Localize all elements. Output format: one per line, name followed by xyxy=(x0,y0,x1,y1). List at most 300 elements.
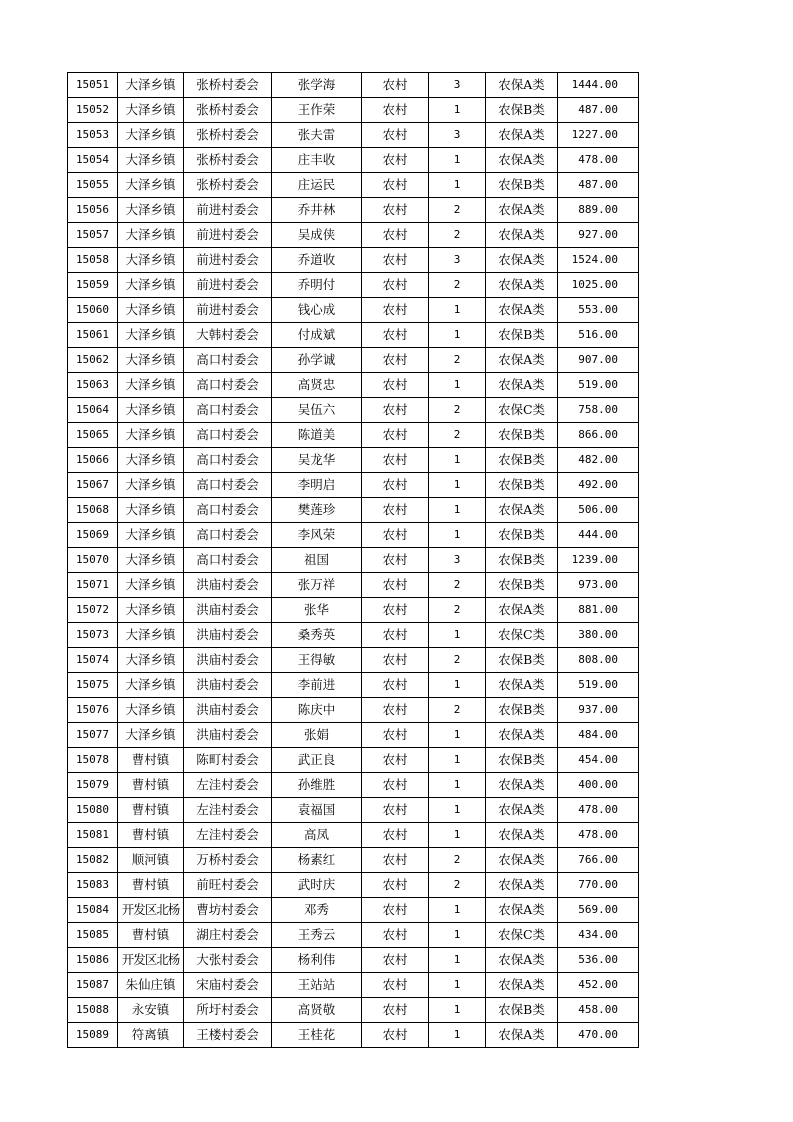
amount-cell: 808.00 xyxy=(558,648,639,673)
residence-type-cell: 农村 xyxy=(362,973,429,998)
record-id-cell: 15055 xyxy=(68,173,118,198)
household-size-cell: 3 xyxy=(429,123,486,148)
amount-cell: 484.00 xyxy=(558,723,639,748)
village-committee-cell: 洪庙村委会 xyxy=(184,623,272,648)
town-cell: 大泽乡镇 xyxy=(118,298,184,323)
record-id-cell: 15068 xyxy=(68,498,118,523)
town-cell: 曹村镇 xyxy=(118,923,184,948)
amount-cell: 519.00 xyxy=(558,373,639,398)
person-name-cell: 王作荣 xyxy=(272,98,362,123)
table-row xyxy=(68,823,639,848)
table-row xyxy=(68,148,639,173)
table-row xyxy=(68,898,639,923)
household-size-cell: 1 xyxy=(429,748,486,773)
person-name-cell: 吴成侠 xyxy=(272,223,362,248)
village-committee-cell: 洪庙村委会 xyxy=(184,673,272,698)
village-committee-cell: 湖庄村委会 xyxy=(184,923,272,948)
village-committee-cell: 前进村委会 xyxy=(184,298,272,323)
household-size-cell: 2 xyxy=(429,423,486,448)
person-name-cell: 邓秀 xyxy=(272,898,362,923)
table-row xyxy=(68,798,639,823)
insurance-category-cell: 农保B类 xyxy=(486,748,558,773)
amount-cell: 937.00 xyxy=(558,698,639,723)
amount-cell: 400.00 xyxy=(558,773,639,798)
residence-type-cell: 农村 xyxy=(362,398,429,423)
household-size-cell: 1 xyxy=(429,448,486,473)
records-table xyxy=(67,72,639,1048)
household-size-cell: 1 xyxy=(429,998,486,1023)
record-id-cell: 15069 xyxy=(68,523,118,548)
person-name-cell: 李风荣 xyxy=(272,523,362,548)
amount-cell: 454.00 xyxy=(558,748,639,773)
person-name-cell: 高贤忠 xyxy=(272,373,362,398)
table-row xyxy=(68,323,639,348)
record-id-cell: 15058 xyxy=(68,248,118,273)
residence-type-cell: 农村 xyxy=(362,923,429,948)
household-size-cell: 1 xyxy=(429,923,486,948)
person-name-cell: 王站站 xyxy=(272,973,362,998)
household-size-cell: 1 xyxy=(429,148,486,173)
insurance-category-cell: 农保A类 xyxy=(486,373,558,398)
residence-type-cell: 农村 xyxy=(362,273,429,298)
table-row xyxy=(68,598,639,623)
residence-type-cell: 农村 xyxy=(362,323,429,348)
record-id-cell: 15082 xyxy=(68,848,118,873)
village-committee-cell: 洪庙村委会 xyxy=(184,598,272,623)
record-id-cell: 15077 xyxy=(68,723,118,748)
amount-cell: 770.00 xyxy=(558,873,639,898)
insurance-category-cell: 农保A类 xyxy=(486,973,558,998)
village-committee-cell: 高口村委会 xyxy=(184,373,272,398)
table-row xyxy=(68,673,639,698)
village-committee-cell: 前进村委会 xyxy=(184,198,272,223)
insurance-category-cell: 农保A类 xyxy=(486,673,558,698)
insurance-category-cell: 农保B类 xyxy=(486,98,558,123)
person-name-cell: 高贤敬 xyxy=(272,998,362,1023)
residence-type-cell: 农村 xyxy=(362,623,429,648)
person-name-cell: 吴龙华 xyxy=(272,448,362,473)
amount-cell: 866.00 xyxy=(558,423,639,448)
record-id-cell: 15061 xyxy=(68,323,118,348)
residence-type-cell: 农村 xyxy=(362,748,429,773)
record-id-cell: 15087 xyxy=(68,973,118,998)
residence-type-cell: 农村 xyxy=(362,573,429,598)
person-name-cell: 高凤 xyxy=(272,823,362,848)
amount-cell: 973.00 xyxy=(558,573,639,598)
record-id-cell: 15071 xyxy=(68,573,118,598)
person-name-cell: 武时庆 xyxy=(272,873,362,898)
insurance-category-cell: 农保A类 xyxy=(486,498,558,523)
village-committee-cell: 前旺村委会 xyxy=(184,873,272,898)
person-name-cell: 张华 xyxy=(272,598,362,623)
person-name-cell: 乔道收 xyxy=(272,248,362,273)
insurance-category-cell: 农保A类 xyxy=(486,1023,558,1048)
town-cell: 大泽乡镇 xyxy=(118,423,184,448)
insurance-category-cell: 农保A类 xyxy=(486,823,558,848)
amount-cell: 478.00 xyxy=(558,798,639,823)
person-name-cell: 李明启 xyxy=(272,473,362,498)
town-cell: 大泽乡镇 xyxy=(118,473,184,498)
residence-type-cell: 农村 xyxy=(362,773,429,798)
residence-type-cell: 农村 xyxy=(362,73,429,98)
record-id-cell: 15065 xyxy=(68,423,118,448)
insurance-category-cell: 农保A类 xyxy=(486,848,558,873)
record-id-cell: 15051 xyxy=(68,73,118,98)
amount-cell: 516.00 xyxy=(558,323,639,348)
residence-type-cell: 农村 xyxy=(362,448,429,473)
village-committee-cell: 左洼村委会 xyxy=(184,823,272,848)
town-cell: 大泽乡镇 xyxy=(118,398,184,423)
amount-cell: 1524.00 xyxy=(558,248,639,273)
amount-cell: 478.00 xyxy=(558,148,639,173)
residence-type-cell: 农村 xyxy=(362,423,429,448)
village-committee-cell: 大张村委会 xyxy=(184,948,272,973)
person-name-cell: 杨素红 xyxy=(272,848,362,873)
person-name-cell: 陈庆中 xyxy=(272,698,362,723)
insurance-category-cell: 农保A类 xyxy=(486,123,558,148)
record-id-cell: 15054 xyxy=(68,148,118,173)
amount-cell: 487.00 xyxy=(558,98,639,123)
person-name-cell: 钱心成 xyxy=(272,298,362,323)
household-size-cell: 3 xyxy=(429,248,486,273)
town-cell: 大泽乡镇 xyxy=(118,173,184,198)
town-cell: 大泽乡镇 xyxy=(118,698,184,723)
town-cell: 大泽乡镇 xyxy=(118,198,184,223)
table-row xyxy=(68,698,639,723)
insurance-category-cell: 农保C类 xyxy=(486,923,558,948)
residence-type-cell: 农村 xyxy=(362,348,429,373)
town-cell: 大泽乡镇 xyxy=(118,98,184,123)
town-cell: 大泽乡镇 xyxy=(118,73,184,98)
amount-cell: 1239.00 xyxy=(558,548,639,573)
village-committee-cell: 前进村委会 xyxy=(184,273,272,298)
record-id-cell: 15085 xyxy=(68,923,118,948)
person-name-cell: 孙学诚 xyxy=(272,348,362,373)
household-size-cell: 2 xyxy=(429,573,486,598)
table-row xyxy=(68,273,639,298)
insurance-category-cell: 农保A类 xyxy=(486,298,558,323)
insurance-category-cell: 农保C类 xyxy=(486,623,558,648)
table-row xyxy=(68,723,639,748)
town-cell: 大泽乡镇 xyxy=(118,498,184,523)
town-cell: 曹村镇 xyxy=(118,748,184,773)
town-cell: 曹村镇 xyxy=(118,823,184,848)
residence-type-cell: 农村 xyxy=(362,473,429,498)
amount-cell: 470.00 xyxy=(558,1023,639,1048)
record-id-cell: 15088 xyxy=(68,998,118,1023)
amount-cell: 758.00 xyxy=(558,398,639,423)
record-id-cell: 15078 xyxy=(68,748,118,773)
village-committee-cell: 高口村委会 xyxy=(184,473,272,498)
town-cell: 大泽乡镇 xyxy=(118,273,184,298)
village-committee-cell: 左洼村委会 xyxy=(184,773,272,798)
person-name-cell: 庄丰收 xyxy=(272,148,362,173)
amount-cell: 1227.00 xyxy=(558,123,639,148)
person-name-cell: 陈道美 xyxy=(272,423,362,448)
village-committee-cell: 左洼村委会 xyxy=(184,798,272,823)
table-row xyxy=(68,198,639,223)
household-size-cell: 1 xyxy=(429,473,486,498)
record-id-cell: 15089 xyxy=(68,1023,118,1048)
table-row xyxy=(68,973,639,998)
residence-type-cell: 农村 xyxy=(362,948,429,973)
household-size-cell: 2 xyxy=(429,348,486,373)
insurance-category-cell: 农保A类 xyxy=(486,873,558,898)
household-size-cell: 1 xyxy=(429,723,486,748)
person-name-cell: 付成斌 xyxy=(272,323,362,348)
village-committee-cell: 前进村委会 xyxy=(184,248,272,273)
amount-cell: 452.00 xyxy=(558,973,639,998)
village-committee-cell: 洪庙村委会 xyxy=(184,698,272,723)
village-committee-cell: 前进村委会 xyxy=(184,223,272,248)
table-row xyxy=(68,748,639,773)
amount-cell: 487.00 xyxy=(558,173,639,198)
village-committee-cell: 大韩村委会 xyxy=(184,323,272,348)
residence-type-cell: 农村 xyxy=(362,823,429,848)
town-cell: 大泽乡镇 xyxy=(118,673,184,698)
insurance-category-cell: 农保B类 xyxy=(486,423,558,448)
record-id-cell: 15083 xyxy=(68,873,118,898)
village-committee-cell: 所圩村委会 xyxy=(184,998,272,1023)
village-committee-cell: 张桥村委会 xyxy=(184,98,272,123)
town-cell: 曹村镇 xyxy=(118,773,184,798)
record-id-cell: 15080 xyxy=(68,798,118,823)
person-name-cell: 张学海 xyxy=(272,73,362,98)
town-cell: 曹村镇 xyxy=(118,873,184,898)
residence-type-cell: 农村 xyxy=(362,1023,429,1048)
village-committee-cell: 王楼村委会 xyxy=(184,1023,272,1048)
residence-type-cell: 农村 xyxy=(362,798,429,823)
household-size-cell: 1 xyxy=(429,948,486,973)
household-size-cell: 1 xyxy=(429,523,486,548)
household-size-cell: 2 xyxy=(429,598,486,623)
record-id-cell: 15073 xyxy=(68,623,118,648)
village-committee-cell: 宋庙村委会 xyxy=(184,973,272,998)
town-cell: 大泽乡镇 xyxy=(118,223,184,248)
residence-type-cell: 农村 xyxy=(362,523,429,548)
town-cell: 曹村镇 xyxy=(118,798,184,823)
insurance-category-cell: 农保B类 xyxy=(486,523,558,548)
residence-type-cell: 农村 xyxy=(362,98,429,123)
village-committee-cell: 高口村委会 xyxy=(184,448,272,473)
town-cell: 大泽乡镇 xyxy=(118,148,184,173)
town-cell: 朱仙庄镇 xyxy=(118,973,184,998)
village-committee-cell: 高口村委会 xyxy=(184,423,272,448)
household-size-cell: 1 xyxy=(429,1023,486,1048)
table-row xyxy=(68,398,639,423)
insurance-category-cell: 农保A类 xyxy=(486,898,558,923)
village-committee-cell: 高口村委会 xyxy=(184,498,272,523)
residence-type-cell: 农村 xyxy=(362,223,429,248)
town-cell: 大泽乡镇 xyxy=(118,623,184,648)
town-cell: 大泽乡镇 xyxy=(118,523,184,548)
residence-type-cell: 农村 xyxy=(362,898,429,923)
amount-cell: 889.00 xyxy=(558,198,639,223)
table-row xyxy=(68,448,639,473)
amount-cell: 907.00 xyxy=(558,348,639,373)
town-cell: 永安镇 xyxy=(118,998,184,1023)
record-id-cell: 15064 xyxy=(68,398,118,423)
amount-cell: 881.00 xyxy=(558,598,639,623)
residence-type-cell: 农村 xyxy=(362,148,429,173)
table-row xyxy=(68,473,639,498)
village-committee-cell: 洪庙村委会 xyxy=(184,573,272,598)
village-committee-cell: 高口村委会 xyxy=(184,348,272,373)
residence-type-cell: 农村 xyxy=(362,248,429,273)
village-committee-cell: 张桥村委会 xyxy=(184,123,272,148)
residence-type-cell: 农村 xyxy=(362,673,429,698)
insurance-category-cell: 农保A类 xyxy=(486,73,558,98)
residence-type-cell: 农村 xyxy=(362,848,429,873)
table-row xyxy=(68,948,639,973)
amount-cell: 569.00 xyxy=(558,898,639,923)
record-id-cell: 15086 xyxy=(68,948,118,973)
record-id-cell: 15063 xyxy=(68,373,118,398)
insurance-category-cell: 农保B类 xyxy=(486,548,558,573)
household-size-cell: 1 xyxy=(429,798,486,823)
insurance-category-cell: 农保B类 xyxy=(486,698,558,723)
insurance-category-cell: 农保A类 xyxy=(486,798,558,823)
table-row xyxy=(68,423,639,448)
table-row xyxy=(68,98,639,123)
amount-cell: 927.00 xyxy=(558,223,639,248)
town-cell: 大泽乡镇 xyxy=(118,448,184,473)
table-row xyxy=(68,873,639,898)
person-name-cell: 祖国 xyxy=(272,548,362,573)
person-name-cell: 李前进 xyxy=(272,673,362,698)
village-committee-cell: 张桥村委会 xyxy=(184,73,272,98)
table-row xyxy=(68,623,639,648)
table-row xyxy=(68,523,639,548)
person-name-cell: 樊莲珍 xyxy=(272,498,362,523)
town-cell: 大泽乡镇 xyxy=(118,348,184,373)
insurance-category-cell: 农保A类 xyxy=(486,598,558,623)
village-committee-cell: 洪庙村委会 xyxy=(184,648,272,673)
town-cell: 大泽乡镇 xyxy=(118,723,184,748)
residence-type-cell: 农村 xyxy=(362,648,429,673)
insurance-category-cell: 农保B类 xyxy=(486,998,558,1023)
insurance-category-cell: 农保A类 xyxy=(486,248,558,273)
table-row xyxy=(68,298,639,323)
amount-cell: 478.00 xyxy=(558,823,639,848)
record-id-cell: 15076 xyxy=(68,698,118,723)
amount-cell: 506.00 xyxy=(558,498,639,523)
table-row xyxy=(68,548,639,573)
household-size-cell: 2 xyxy=(429,648,486,673)
household-size-cell: 1 xyxy=(429,298,486,323)
insurance-category-cell: 农保C类 xyxy=(486,398,558,423)
town-cell: 大泽乡镇 xyxy=(118,648,184,673)
town-cell: 大泽乡镇 xyxy=(118,598,184,623)
residence-type-cell: 农村 xyxy=(362,998,429,1023)
record-id-cell: 15062 xyxy=(68,348,118,373)
table-row xyxy=(68,248,639,273)
record-id-cell: 15084 xyxy=(68,898,118,923)
household-size-cell: 2 xyxy=(429,873,486,898)
person-name-cell: 张万祥 xyxy=(272,573,362,598)
insurance-category-cell: 农保B类 xyxy=(486,648,558,673)
amount-cell: 1025.00 xyxy=(558,273,639,298)
household-size-cell: 2 xyxy=(429,273,486,298)
table-row xyxy=(68,73,639,98)
amount-cell: 492.00 xyxy=(558,473,639,498)
household-size-cell: 1 xyxy=(429,173,486,198)
person-name-cell: 吴伍六 xyxy=(272,398,362,423)
amount-cell: 553.00 xyxy=(558,298,639,323)
table-row xyxy=(68,573,639,598)
person-name-cell: 张夫雷 xyxy=(272,123,362,148)
person-name-cell: 王得敏 xyxy=(272,648,362,673)
household-size-cell: 1 xyxy=(429,773,486,798)
record-id-cell: 15074 xyxy=(68,648,118,673)
table-row xyxy=(68,123,639,148)
household-size-cell: 2 xyxy=(429,198,486,223)
amount-cell: 536.00 xyxy=(558,948,639,973)
town-cell: 符离镇 xyxy=(118,1023,184,1048)
insurance-category-cell: 农保A类 xyxy=(486,223,558,248)
household-size-cell: 1 xyxy=(429,623,486,648)
person-name-cell: 张娟 xyxy=(272,723,362,748)
residence-type-cell: 农村 xyxy=(362,723,429,748)
village-committee-cell: 张桥村委会 xyxy=(184,173,272,198)
table-row xyxy=(68,223,639,248)
table-row xyxy=(68,348,639,373)
person-name-cell: 乔井林 xyxy=(272,198,362,223)
person-name-cell: 乔明付 xyxy=(272,273,362,298)
record-id-cell: 15072 xyxy=(68,598,118,623)
residence-type-cell: 农村 xyxy=(362,548,429,573)
town-cell: 大泽乡镇 xyxy=(118,123,184,148)
village-committee-cell: 万桥村委会 xyxy=(184,848,272,873)
amount-cell: 482.00 xyxy=(558,448,639,473)
household-size-cell: 2 xyxy=(429,848,486,873)
insurance-category-cell: 农保A类 xyxy=(486,948,558,973)
record-id-cell: 15081 xyxy=(68,823,118,848)
record-id-cell: 15059 xyxy=(68,273,118,298)
residence-type-cell: 农村 xyxy=(362,173,429,198)
household-size-cell: 3 xyxy=(429,548,486,573)
person-name-cell: 武正良 xyxy=(272,748,362,773)
table-row xyxy=(68,923,639,948)
table-row xyxy=(68,998,639,1023)
amount-cell: 519.00 xyxy=(558,673,639,698)
insurance-category-cell: 农保B类 xyxy=(486,323,558,348)
table-row xyxy=(68,773,639,798)
amount-cell: 1444.00 xyxy=(558,73,639,98)
village-committee-cell: 曹坊村委会 xyxy=(184,898,272,923)
amount-cell: 380.00 xyxy=(558,623,639,648)
town-cell: 开发区北杨 xyxy=(118,898,184,923)
person-name-cell: 杨利伟 xyxy=(272,948,362,973)
household-size-cell: 2 xyxy=(429,698,486,723)
town-cell: 大泽乡镇 xyxy=(118,573,184,598)
record-id-cell: 15052 xyxy=(68,98,118,123)
table-row xyxy=(68,173,639,198)
person-name-cell: 王桂花 xyxy=(272,1023,362,1048)
residence-type-cell: 农村 xyxy=(362,198,429,223)
record-id-cell: 15079 xyxy=(68,773,118,798)
person-name-cell: 王秀云 xyxy=(272,923,362,948)
town-cell: 大泽乡镇 xyxy=(118,248,184,273)
household-size-cell: 3 xyxy=(429,73,486,98)
household-size-cell: 1 xyxy=(429,373,486,398)
insurance-category-cell: 农保A类 xyxy=(486,348,558,373)
record-id-cell: 15053 xyxy=(68,123,118,148)
household-size-cell: 1 xyxy=(429,673,486,698)
village-committee-cell: 张桥村委会 xyxy=(184,148,272,173)
insurance-category-cell: 农保B类 xyxy=(486,448,558,473)
records-table-body xyxy=(68,73,639,1048)
